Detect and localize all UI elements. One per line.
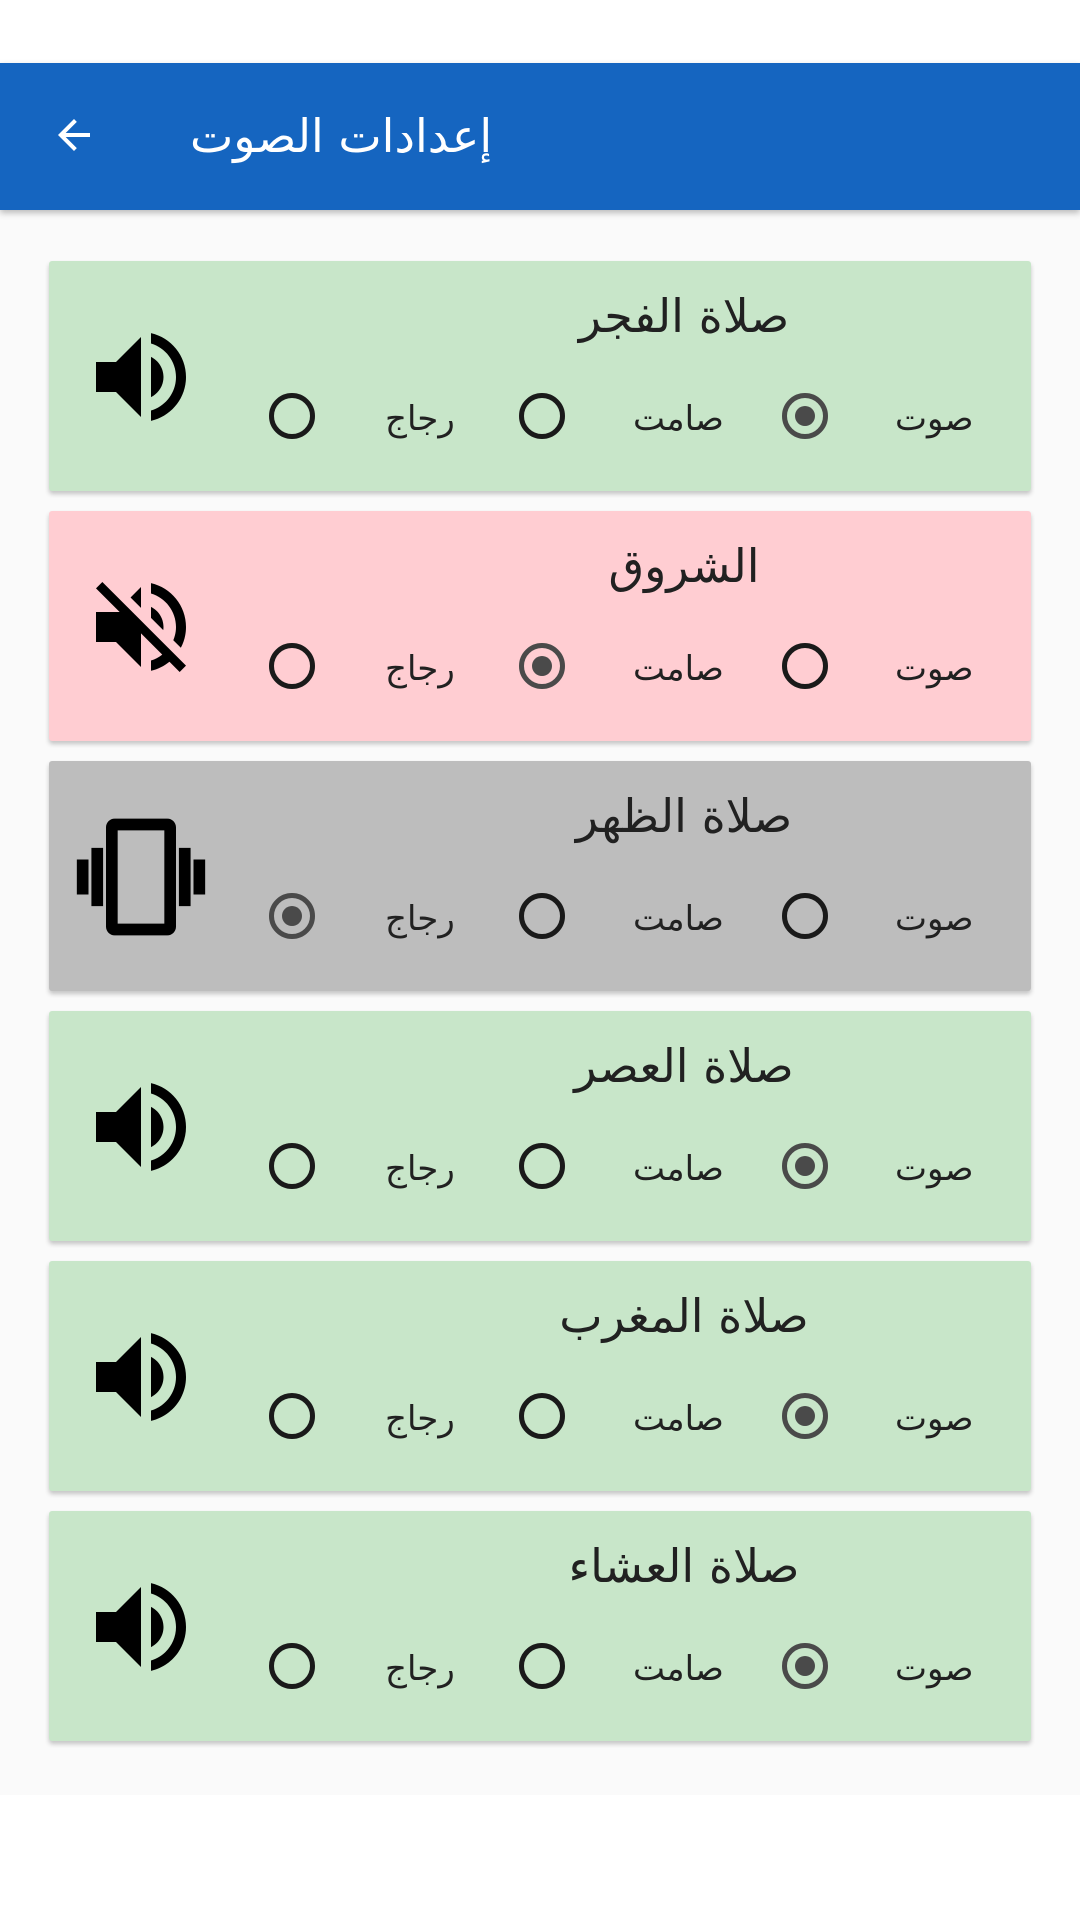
option-vibrate-label[interactable]: رجاج bbox=[385, 649, 455, 689]
option-sound-label[interactable]: صوت bbox=[895, 1649, 974, 1689]
prayer-card-shurooq bbox=[49, 511, 1031, 741]
option-silent-radio[interactable] bbox=[519, 1143, 565, 1189]
option-silent-label[interactable]: صامت bbox=[633, 1649, 724, 1689]
option-silent-label[interactable]: صامت bbox=[633, 399, 724, 439]
option-vibrate-radio[interactable] bbox=[269, 1393, 315, 1439]
option-vibrate-radio[interactable] bbox=[269, 893, 315, 939]
option-vibrate-radio[interactable] bbox=[269, 643, 315, 689]
arrow-back-icon bbox=[50, 111, 98, 159]
mode-radio-group bbox=[49, 1121, 1031, 1221]
mode-radio-group bbox=[49, 1371, 1031, 1471]
prayer-card-dhuhr bbox=[49, 761, 1031, 991]
mode-radio-group bbox=[49, 1621, 1031, 1721]
mode-radio-group bbox=[49, 871, 1031, 971]
mode-radio-group bbox=[49, 371, 1031, 471]
option-silent-label[interactable]: صامت bbox=[633, 1399, 724, 1439]
option-sound-label[interactable]: صوت bbox=[895, 399, 974, 439]
prayer-name: صلاة الفجر bbox=[578, 289, 790, 343]
prayer-name: صلاة الظهر bbox=[575, 789, 793, 843]
prayer-card-maghrib bbox=[49, 1261, 1031, 1491]
option-vibrate-radio[interactable] bbox=[269, 1143, 315, 1189]
page-title: إعدادات الصوت bbox=[190, 109, 493, 163]
option-silent-label[interactable]: صامت bbox=[633, 899, 724, 939]
prayer-name: صلاة العشاء bbox=[568, 1539, 800, 1593]
option-sound-radio[interactable] bbox=[782, 393, 828, 439]
prayer-sound-list bbox=[0, 210, 1080, 1795]
option-vibrate-label[interactable]: رجاج bbox=[385, 1399, 455, 1439]
option-sound-radio[interactable] bbox=[782, 1393, 828, 1439]
option-silent-radio[interactable] bbox=[519, 393, 565, 439]
prayer-name: الشروق bbox=[608, 539, 760, 593]
prayer-name: صلاة المغرب bbox=[559, 1289, 809, 1343]
prayer-card-isha bbox=[49, 1511, 1031, 1741]
option-sound-label[interactable]: صوت bbox=[895, 649, 974, 689]
app-bar bbox=[0, 63, 1080, 210]
prayer-card-asr bbox=[49, 1011, 1031, 1241]
option-vibrate-label[interactable]: رجاج bbox=[385, 399, 455, 439]
option-silent-radio[interactable] bbox=[519, 1643, 565, 1689]
mode-radio-group bbox=[49, 621, 1031, 721]
option-vibrate-label[interactable]: رجاج bbox=[385, 1649, 455, 1689]
option-sound-radio[interactable] bbox=[782, 643, 828, 689]
option-silent-label[interactable]: صامت bbox=[633, 649, 724, 689]
option-vibrate-label[interactable]: رجاج bbox=[385, 1149, 455, 1189]
option-sound-label[interactable]: صوت bbox=[895, 1149, 974, 1189]
option-silent-radio[interactable] bbox=[519, 643, 565, 689]
option-sound-radio[interactable] bbox=[782, 1643, 828, 1689]
option-vibrate-label[interactable]: رجاج bbox=[385, 899, 455, 939]
status-bar bbox=[0, 0, 1080, 63]
prayer-card-fajr bbox=[49, 261, 1031, 491]
option-silent-label[interactable]: صامت bbox=[633, 1149, 724, 1189]
option-sound-label[interactable]: صوت bbox=[895, 1399, 974, 1439]
back-button[interactable] bbox=[38, 99, 110, 171]
option-sound-radio[interactable] bbox=[782, 893, 828, 939]
option-vibrate-radio[interactable] bbox=[269, 393, 315, 439]
option-vibrate-radio[interactable] bbox=[269, 1643, 315, 1689]
prayer-name: صلاة العصر bbox=[574, 1039, 794, 1093]
option-sound-label[interactable]: صوت bbox=[895, 899, 974, 939]
option-silent-radio[interactable] bbox=[519, 893, 565, 939]
option-sound-radio[interactable] bbox=[782, 1143, 828, 1189]
option-silent-radio[interactable] bbox=[519, 1393, 565, 1439]
